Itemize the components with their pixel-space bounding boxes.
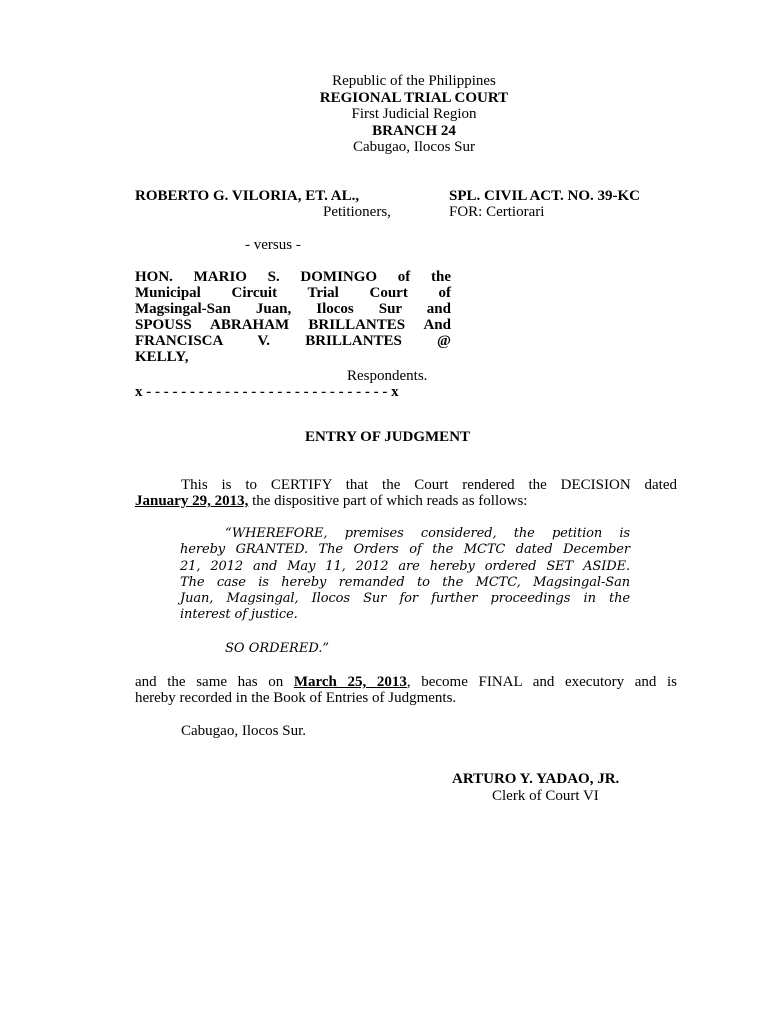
- header-branch: BRANCH 24: [372, 122, 456, 139]
- header-location: Cabugao, Ilocos Sur: [352, 139, 476, 155]
- quote-line: 21, 2012 and May 11, 2012 are hereby ordered SET ASIDE.: [180, 558, 630, 574]
- quote-line: interest of justice.: [180, 607, 298, 623]
- paragraph-line: This is to CERTIFY that the Court rendered the DECISION dated: [181, 477, 677, 493]
- header-court-name: REGIONAL TRIAL COURT: [319, 89, 509, 106]
- case-number: SPL. CIVIL ACT. NO. 39-KC: [449, 188, 641, 204]
- respondents-role: Respondents.: [347, 368, 428, 384]
- header-region: First Judicial Region: [351, 106, 477, 122]
- quote-line: Juan, Magsingal, Ilocos Sur for further proceedings in the: [180, 591, 630, 607]
- court-header: [0, 73, 768, 156]
- so-ordered: SO ORDERED.”: [225, 641, 330, 656]
- paragraph-line: [135, 493, 677, 509]
- paragraph-line: [135, 674, 677, 690]
- caption-separator: x - - - - - - - - - - - - - - - - - - - - - - - - - - - - x: [135, 384, 399, 400]
- case-type: FOR: Certiorari: [449, 204, 545, 220]
- respondents-line: KELLY,: [135, 349, 189, 365]
- quote-line: The case is hereby remanded to the MCTC, Magsingal-San: [180, 574, 630, 590]
- header-republic: Republic of the Philippines: [332, 73, 496, 89]
- quote-line: hereby GRANTED. The Orders of the MCTC dated December: [180, 542, 630, 558]
- paragraph-text: , become FINAL and executory and is: [406, 674, 677, 690]
- respondents-block: [135, 269, 451, 365]
- versus-label: - versus -: [245, 237, 301, 253]
- respondents-line: FRANCISCA V. BRILLANTES @: [135, 333, 451, 349]
- quote-line: “WHEREFORE, premises considered, the petition is: [225, 526, 630, 541]
- finality-paragraph: [135, 674, 677, 706]
- decision-date: January 29, 2013,: [135, 493, 249, 509]
- signatory-title: Clerk of Court VI: [492, 788, 599, 804]
- paragraph-text: and the same has on: [135, 674, 294, 690]
- paragraph-line: hereby recorded in the Book of Entries of Judgments.: [135, 690, 457, 706]
- respondents-line: SPOUSS ABRAHAM BRILLANTES And: [135, 317, 451, 333]
- paragraph-text: the dispositive part of which reads as follows:: [248, 493, 528, 509]
- document-title: ENTRY OF JUDGMENT: [305, 429, 471, 445]
- dispositive-quote: [180, 526, 630, 624]
- petitioner-role: Petitioners,: [323, 204, 391, 220]
- respondents-line: Municipal Circuit Trial Court of: [135, 285, 451, 301]
- certification-paragraph: [135, 477, 677, 509]
- finality-date: March 25, 2013: [293, 674, 407, 690]
- respondents-line: Magsingal-San Juan, Ilocos Sur and: [135, 301, 451, 317]
- place-line: Cabugao, Ilocos Sur.: [181, 723, 306, 739]
- signatory-name: ARTURO Y. YADAO, JR.: [452, 771, 620, 787]
- respondents-line: HON. MARIO S. DOMINGO of the: [135, 269, 451, 285]
- petitioner-name: ROBERTO G. VILORIA, ET. AL.,: [135, 188, 360, 204]
